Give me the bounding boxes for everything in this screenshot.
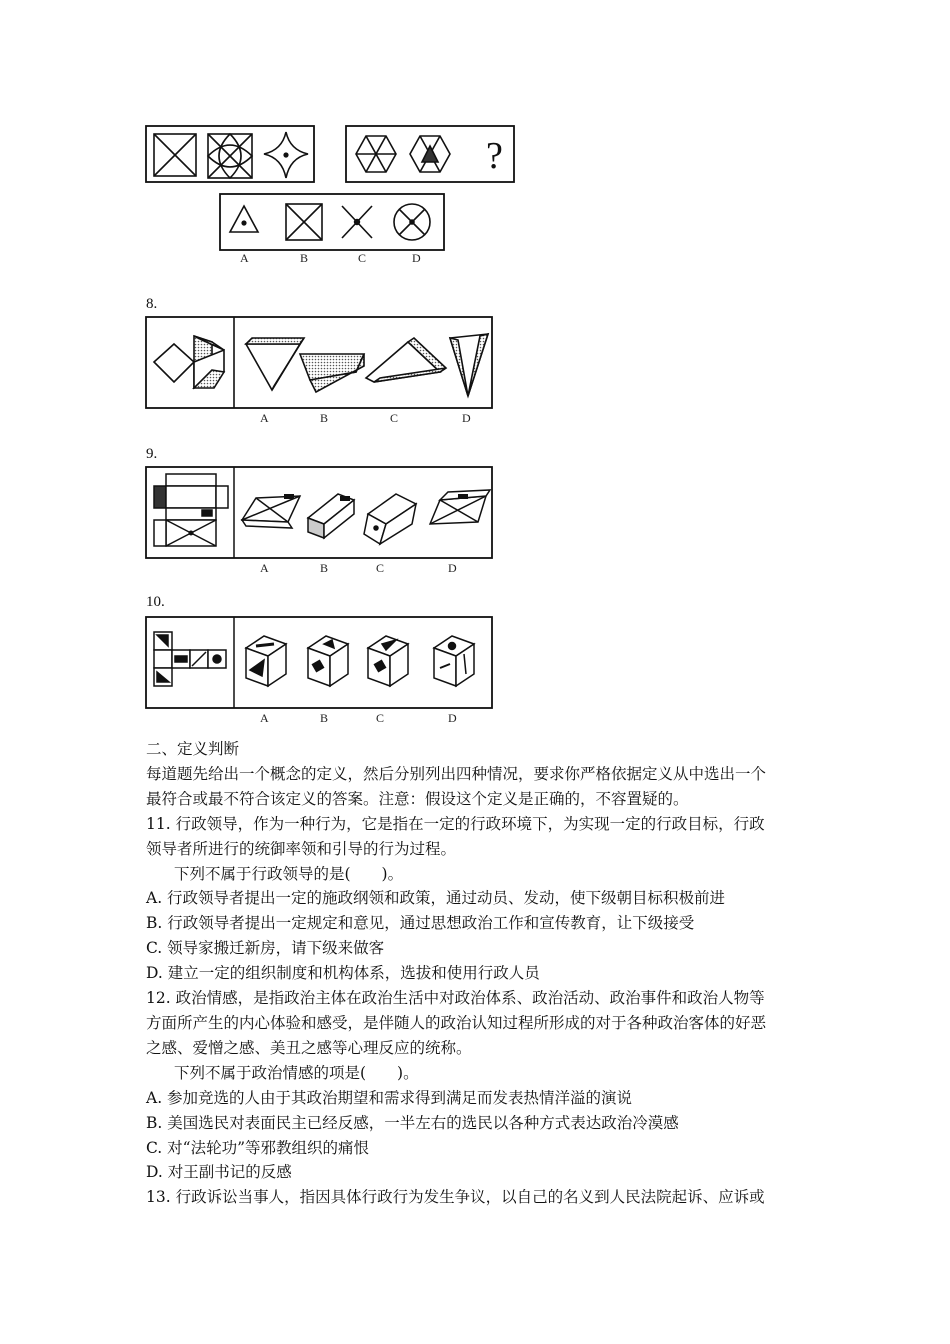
q8-number: 8. [146,296,158,312]
q12-option-c: C. 对“法轮功”等邪教组织的痛恨 [146,1138,370,1157]
q10-option-a-label: A [260,711,269,725]
q9-option-b-label: B [320,561,329,575]
q10-option-d-label: D [448,711,457,725]
q10-graphic [140,610,500,728]
q12-stem-line-1: 12. 政治情感，是指政治主体在政治生活中对政治体系、政治活动、政治事件和政治人物等 [146,989,765,1008]
q11-option-a: A. 行政领导者提出一定的施政纲领和政策，通过动员、发动，使下级朝目标积极前进 [146,889,726,908]
q11-option-b: B. 行政领导者提出一定规定和意见，通过思想政治工作和宣传教育，让下级接受 [146,914,695,933]
q7-option-d-label: D [412,251,421,265]
q8-option-b-label: B [320,411,329,425]
q9-option-c-label: C [376,561,385,575]
q10-figure [140,610,500,728]
q11-prompt: 下列不属于行政领导的是( )。 [174,864,404,883]
q9-number: 9. [146,446,158,462]
q11-option-c: C. 领导家搬迁新房，请下级来做客 [146,939,385,958]
q12-option-b: B. 美国选民对表面民主已经反感，一半左右的选民以各种方式表达政治冷漠感 [146,1113,679,1132]
q8-graphic [140,310,500,428]
section-intro-line-1: 每道题先给出一个概念的定义，然后分别列出四种情况，要求你严格依据定义从中选出一个 [146,764,767,783]
q7-figure [140,120,530,270]
q8-figure [140,310,500,428]
q7-option-c-label: C [358,251,367,265]
q9-graphic [140,460,500,578]
q9-option-a-label: A [260,561,269,575]
q8-option-a-label: A [260,411,269,425]
q9-option-d-label: D [448,561,457,575]
q7-question-mark: ? [486,135,503,177]
q11-option-d: D. 建立一定的组织制度和机构体系，选拔和使用行政人员 [146,964,540,983]
q13-stem-line-1: 13. 行政诉讼当事人，指因具体行政行为发生争议，以自己的名义到人民法院起诉、应诉或 [146,1188,765,1207]
q12-stem-line-2: 方面所产生的内心体验和感受，是伴随人的政治认知过程所形成的对于各种政治客体的好恶 [146,1013,767,1032]
q10-option-b-label: B [320,711,329,725]
q10-option-c-label: C [376,711,385,725]
q12-option-d: D. 对王副书记的反感 [146,1163,292,1182]
section-intro-line-2: 最符合或最不符合该定义的答案。注意：假设这个定义是正确的，不容置疑的。 [146,789,689,808]
section-title: 二、定义判断 [146,740,240,758]
q8-option-d-label: D [462,411,471,425]
q7-option-a-label: A [240,251,249,265]
q12-stem-line-3: 之感、爱憎之感、美丑之感等心理反应的统称。 [146,1038,472,1057]
q8-option-c-label: C [390,411,399,425]
q7-graphic [140,120,530,270]
q10-number: 10. [146,594,165,610]
definition-section [146,737,816,1210]
q7-option-b-label: B [300,251,309,265]
q12-prompt: 下列不属于政治情感的项是( )。 [174,1063,419,1082]
q9-figure [140,460,500,578]
q12-option-a: A. 参加竞选的人由于其政治期望和需求得到满足而发表热情洋溢的演说 [146,1088,633,1107]
q11-stem-line-1: 11. 行政领导，作为一种行为，它是指在一定的行政环境下，为实现一定的行政目标，行政 [146,814,765,833]
q11-stem-line-2: 领导者所进行的统御率领和引导的行为过程。 [146,839,457,858]
